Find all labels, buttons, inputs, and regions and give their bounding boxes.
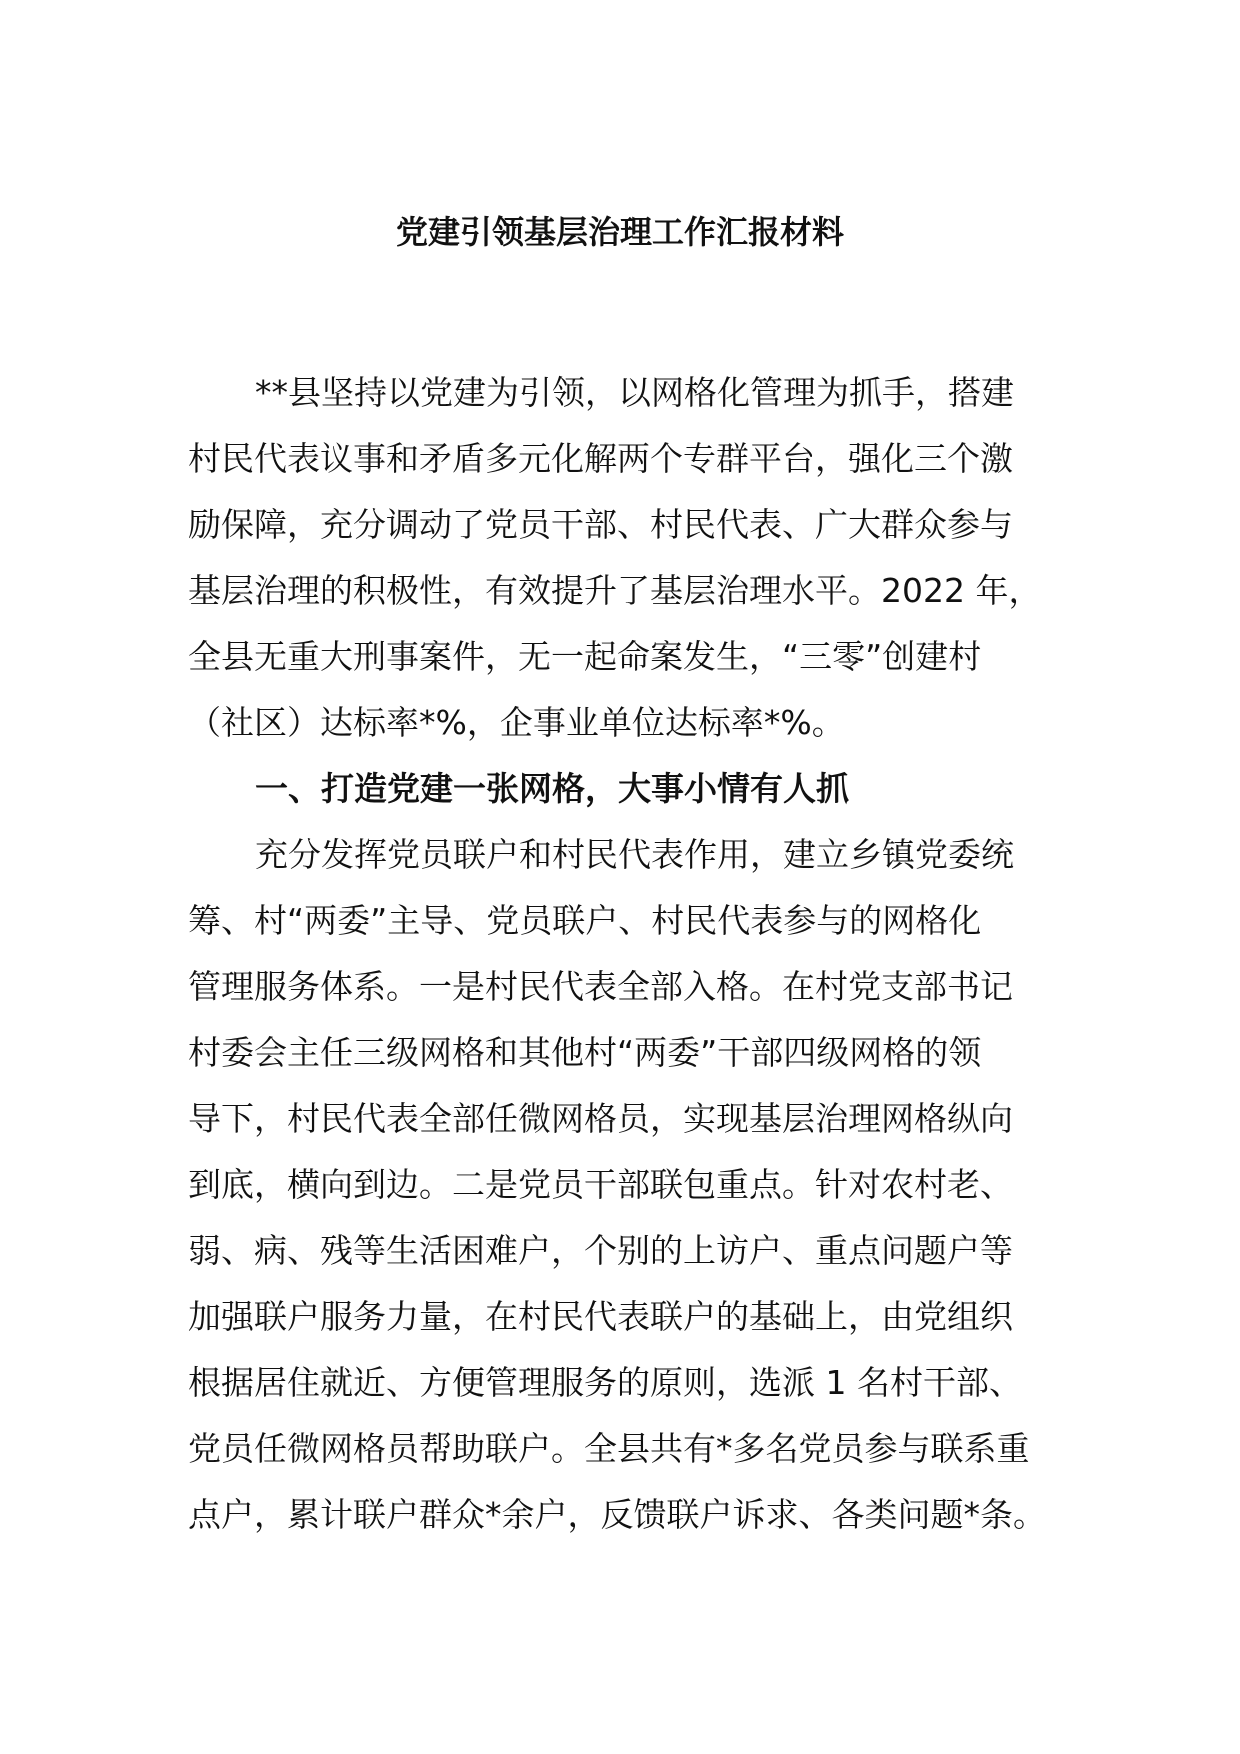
paragraph-2-line-11: 点户，累计联户群众*余户，反馈联户诉求、各类问题*条。 — [188, 1495, 1046, 1534]
paragraph-1-line-6: （社区）达标率*%，企事业单位达标率*%。 — [188, 703, 845, 742]
document-title: 党建引领基层治理工作汇报材料 — [395, 213, 844, 251]
section-heading-1: 一、打造党建一张网格，大事小情有人抓 — [255, 769, 849, 808]
paragraph-1-line-5: 全县无重大刑事案件，无一起命案发生，“三零”创建村 — [188, 637, 982, 676]
paragraph-1-line-1: **县坚持以党建为引领，以网格化管理为抓手，搭建 — [255, 373, 1014, 412]
paragraph-2-line-3: 管理服务体系。一是村民代表全部入格。在村党支部书记 — [188, 967, 1013, 1006]
paragraph-2-line-1: 充分发挥党员联户和村民代表作用，建立乡镇党委统 — [255, 835, 1014, 874]
paragraph-2-line-10: 党员任微网格员帮助联户。全县共有*多名党员参与联系重 — [188, 1429, 1030, 1468]
paragraph-2-line-6: 到底，横向到边。二是党员干部联包重点。针对农村老、 — [188, 1165, 1013, 1204]
paragraph-2-line-8: 加强联户服务力量，在村民代表联户的基础上，由党组织 — [188, 1297, 1013, 1336]
paragraph-2-line-5: 导下，村民代表全部任微网格员，实现基层治理网格纵向 — [188, 1099, 1013, 1138]
paragraph-1-line-4: 基层治理的积极性，有效提升了基层治理水平。2022 年， — [188, 571, 1042, 610]
paragraph-2-line-9: 根据居住就近、方便管理服务的原则，选派 1 名村干部、 — [188, 1363, 1022, 1402]
paragraph-2-line-4: 村委会主任三级网格和其他村“两委”干部四级网格的领 — [188, 1033, 982, 1072]
paragraph-2-line-7: 弱、病、残等生活困难户，个别的上访户、重点问题户等 — [188, 1231, 1013, 1270]
paragraph-1-line-2: 村民代表议事和矛盾多元化解两个专群平台，强化三个激 — [188, 439, 1013, 478]
paragraph-2-line-2: 筹、村“两委”主导、党员联户、村民代表参与的网格化 — [188, 901, 982, 940]
paragraph-1-line-3: 励保障，充分调动了党员干部、村民代表、广大群众参与 — [188, 505, 1013, 544]
